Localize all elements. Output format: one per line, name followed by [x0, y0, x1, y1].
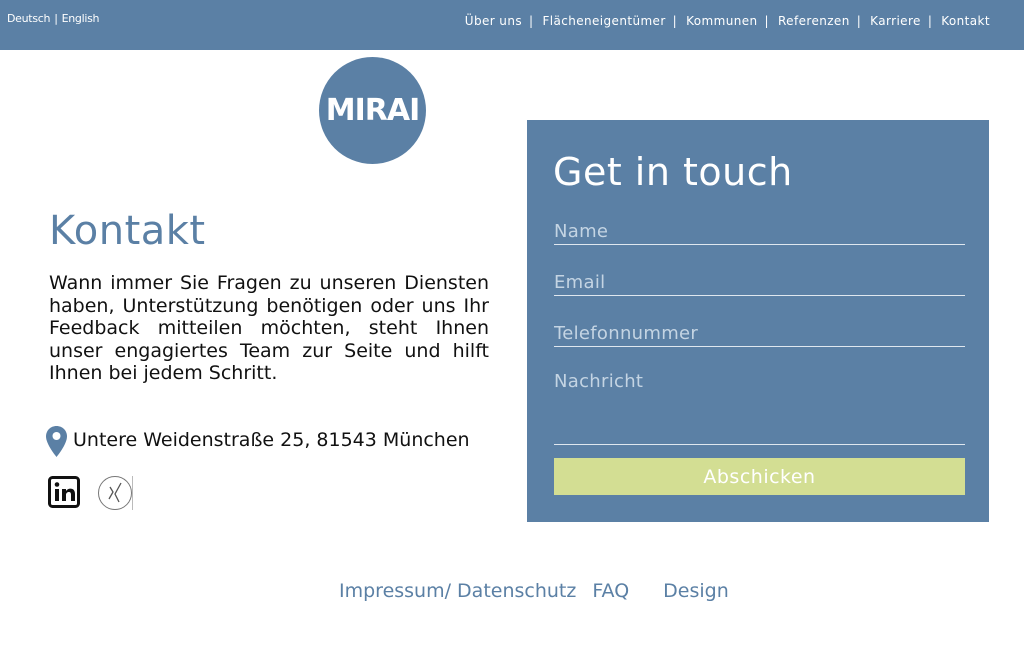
- address-text: Untere Weidenstraße 25, 81543 München: [73, 429, 470, 451]
- nav-separator: |: [856, 14, 862, 28]
- lang-deutsch[interactable]: Deutsch: [7, 12, 51, 25]
- language-switcher: [7, 12, 99, 25]
- linkedin-icon[interactable]: [48, 476, 80, 508]
- submit-button[interactable]: Abschicken: [554, 458, 965, 495]
- lang-english[interactable]: English: [61, 12, 100, 25]
- page-title: Kontakt: [49, 208, 206, 254]
- footer-link-design[interactable]: Design: [663, 580, 729, 602]
- map-pin-icon: [45, 425, 68, 458]
- nav-item-referenzen[interactable]: Referenzen: [777, 14, 850, 28]
- email-input[interactable]: [554, 269, 965, 296]
- form-title: Get in touch: [553, 150, 793, 194]
- logo-graphic: [319, 57, 426, 164]
- footer-link-faq[interactable]: FAQ: [592, 580, 630, 602]
- nav-item-flaecheneigentuemer[interactable]: Flächeneigentümer: [542, 14, 666, 28]
- nav-item-ueber-uns[interactable]: Über uns: [464, 14, 522, 28]
- nav-item-kontakt[interactable]: Kontakt: [941, 14, 990, 28]
- main-nav: [465, 14, 990, 28]
- contact-form: [527, 120, 989, 522]
- nav-separator: |: [528, 14, 534, 28]
- footer-link-impressum[interactable]: Impressum/ Datenschutz: [339, 580, 577, 602]
- footer-links: [339, 580, 729, 602]
- nav-separator: |: [672, 14, 678, 28]
- nav-item-karriere[interactable]: Karriere: [870, 14, 921, 28]
- lang-separator: |: [54, 12, 58, 25]
- logo-text: MIRAI: [325, 93, 420, 128]
- nav-separator: |: [927, 14, 933, 28]
- nav-item-kommunen[interactable]: Kommunen: [686, 14, 758, 28]
- xing-icon[interactable]: [97, 475, 133, 511]
- message-textarea[interactable]: [554, 371, 965, 445]
- mirai-logo[interactable]: [319, 57, 426, 164]
- contact-intro-text: Wann immer Sie Fragen zu unseren Diensten haben, Unterstützung benötigen oder uns Ihr Feedback mitteilen möchten, steht Ihnen unser engagiertes Team zur Seite und hilft Ihnen bei jedem Schritt.: [49, 272, 489, 384]
- phone-input[interactable]: [554, 320, 965, 347]
- name-input[interactable]: [554, 218, 965, 245]
- nav-separator: |: [764, 14, 769, 28]
- top-bar: [0, 0, 1024, 50]
